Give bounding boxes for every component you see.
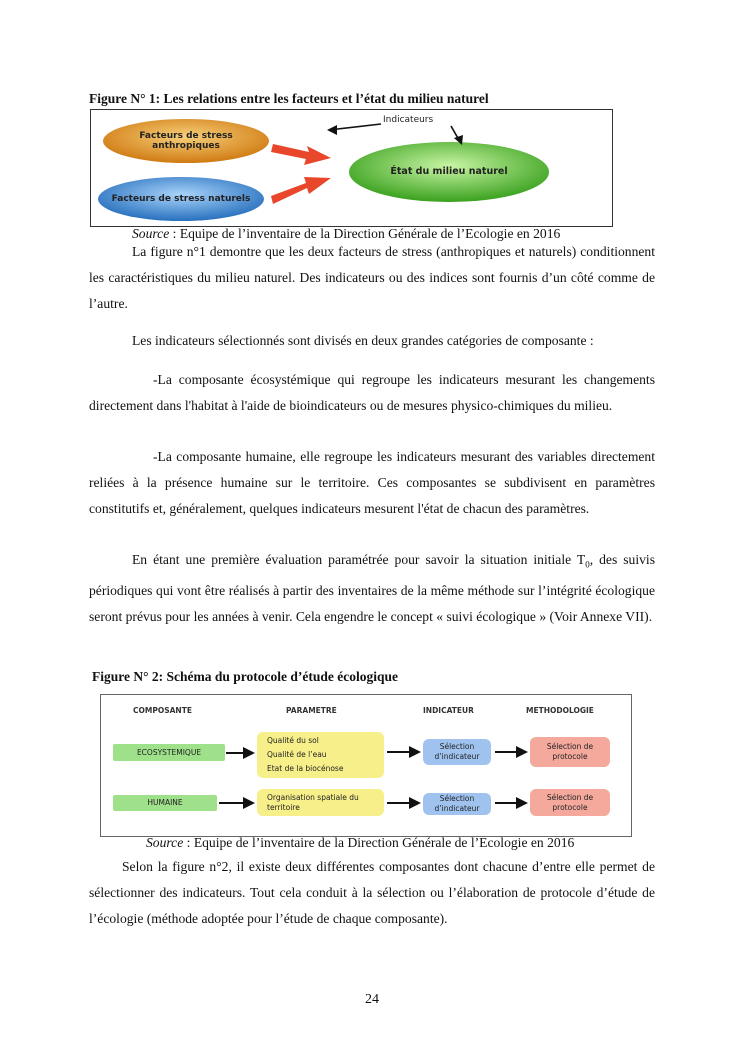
header-composante: COMPOSANTE: [133, 706, 192, 715]
anthropic-label: Facteurs de stress anthropiques: [139, 131, 233, 151]
parameter-water: Qualité de l’eau: [267, 750, 327, 759]
figure1-diagram: [90, 109, 613, 227]
source-text: : Equipe de l’inventaire de la Direction Générale de l’Ecologie en 2016: [169, 226, 561, 241]
component-ecosystemique: ECOSYSTEMIQUE: [113, 744, 225, 761]
paragraph-6: Selon la figure n°2, il existe deux différentes composantes dont chacune d’entre elle permet de sélectionner des indicateurs. Tout cela conduit à la sélection ou l’élaboration de protocole d’étude de l’écologie (méthode adoptée pour l’étude de chaque composante).: [89, 859, 655, 926]
header-indicateur: INDICATEUR: [423, 706, 474, 715]
parameter-spatial: Organisation spatiale du territoire: [257, 789, 384, 816]
figure2-diagram: [100, 694, 632, 837]
paragraph-4: -La composante humaine, elle regroupe les indicateurs mesurant des variables directement reliées à la présence humaine sur le territoire. Ces composantes se subdivisent en paramètres constitutifs et, généralement, quelques indicateurs mesurent l'état de chacun des paramètres.: [89, 449, 655, 516]
method-row2: Sélection de protocole: [530, 789, 610, 816]
red-arrow-bottom: [271, 177, 331, 204]
paragraph-5-part-a: En étant une première évaluation paramétrée pour savoir la situation initiale T: [132, 552, 586, 567]
source2-label: Source: [146, 835, 184, 850]
indicator-row2: Sélection d’indicateur: [423, 793, 491, 815]
component-humaine: HUMAINE: [113, 795, 217, 811]
parameter-biocenosis: Etat de la biocénose: [267, 764, 344, 773]
indicators-label: Indicateurs: [383, 115, 434, 125]
indicator-row1: Sélection d’indicateur: [423, 739, 491, 765]
figure1-title: Figure N° 1: Les relations entre les facteurs et l’état du milieu naturel: [89, 91, 489, 106]
paragraph-1: La figure n°1 demontre que les deux facteurs de stress (anthropiques et naturels) conditionnent les caractéristiques du milieu naturel. Des indicateurs ou des indices sont fournis d’un côté comme de l’autre.: [89, 244, 655, 311]
header-parametre: PARAMETRE: [286, 706, 337, 715]
paragraph-3: -La composante écosystémique qui regroupe les indicateurs mesurant les changements directement dans l'habitat à l'aide de bioindicateurs ou de mesures physico-chimiques du milieu.: [89, 372, 655, 413]
t0-subscript: 0: [585, 559, 590, 570]
source-label: Source: [132, 226, 170, 241]
paragraph-5: [89, 547, 655, 630]
header-methodologie: METHODOLOGIE: [526, 706, 594, 715]
page-number: 24: [365, 992, 379, 1007]
figure2-title: Figure N° 2: Schéma du protocole d’étude écologique: [92, 669, 399, 684]
source2-text: : Equipe de l’inventaire de la Direction Générale de l’Ecologie en 2016: [183, 835, 575, 850]
red-arrow-top: [271, 144, 331, 165]
paragraph-2: Les indicateurs sélectionnés sont divisés en deux grandes catégories de composante :: [132, 333, 594, 348]
figure2-source: [146, 835, 574, 851]
state-label: État du milieu naturel: [390, 166, 508, 177]
method-row1: Sélection de protocole: [530, 737, 610, 767]
parameter-soil: Qualité du sol: [267, 736, 319, 745]
natural-label: Facteurs de stress naturels: [111, 194, 251, 204]
parameters-row1: [257, 732, 384, 778]
paragraph-5-part-b: , des suivis périodiques qui vont être réalisés à partir des inventaires de la même méthode sur l’intégrité écologique seront prévus pour les années à venir. Cela engendre le concept « suivi écologique » (Voir Annexe VII).: [89, 552, 655, 624]
